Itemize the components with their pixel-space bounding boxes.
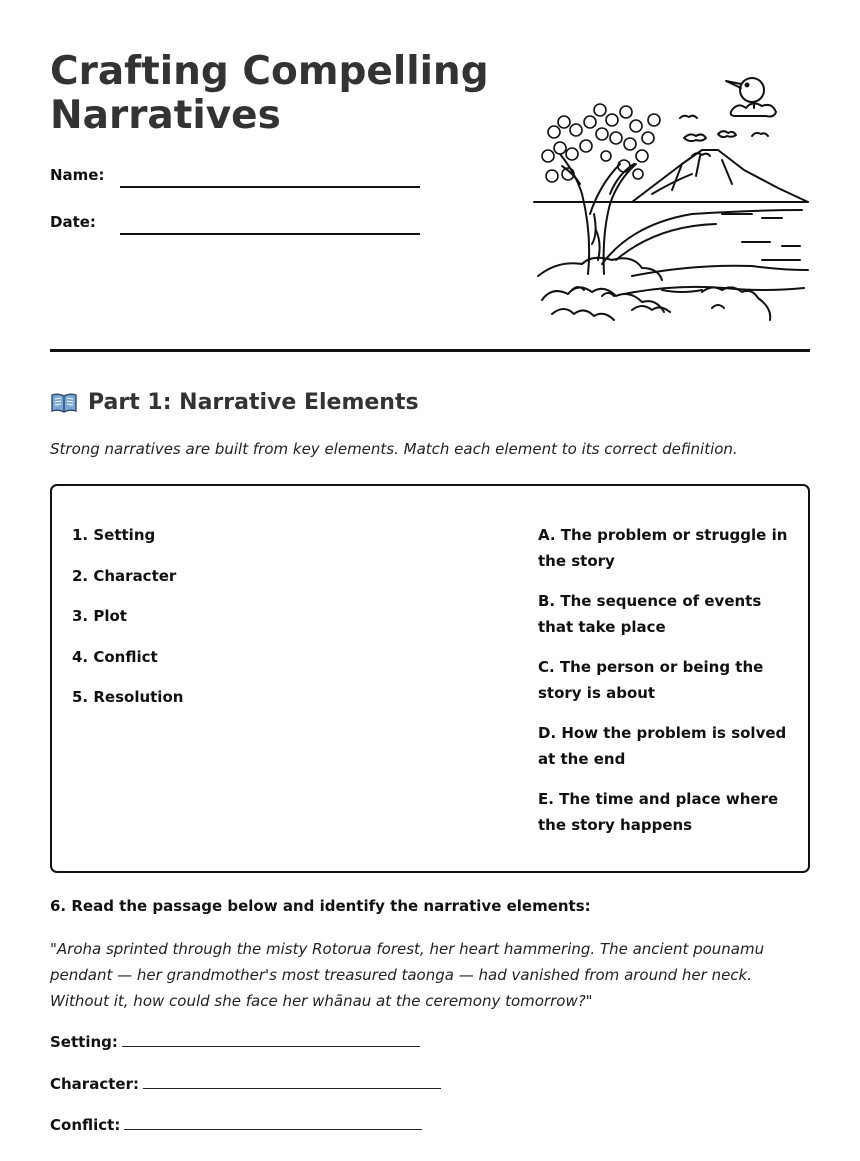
part1-heading-text: Part 1: Narrative Elements	[88, 390, 419, 415]
term-item: 2. Character	[72, 566, 177, 585]
term-item: 4. Conflict	[72, 647, 158, 666]
answer-setting-label: Setting:	[50, 1033, 118, 1051]
date-label: Date:	[50, 213, 96, 231]
answer-setting-line[interactable]	[122, 1030, 420, 1047]
answer-conflict-line[interactable]	[124, 1113, 422, 1130]
definition-item: E. The time and place where the story happens	[538, 790, 779, 834]
section-divider	[50, 349, 810, 352]
landscape-illustration	[532, 64, 812, 326]
passage-text: "Aroha sprinted through the misty Rotorua forest, her heart hammering. The ancient pounamu pendant — her grandmother's most treasured taonga — had vanished from around her neck. Without it, how could she face her whānau at the ceremony tomorrow?"	[50, 940, 765, 1010]
definitions-list	[538, 522, 798, 852]
name-label: Name:	[50, 166, 105, 184]
part1-heading	[50, 390, 419, 415]
name-line[interactable]	[120, 186, 420, 188]
matching-box	[50, 484, 810, 873]
answer-character[interactable]	[50, 1072, 441, 1093]
definition-item: C. The person or being the story is about	[538, 658, 764, 702]
terms-list	[72, 522, 183, 725]
definition-item: D. How the problem is solved at the end	[538, 724, 787, 768]
answer-character-line[interactable]	[143, 1072, 441, 1089]
open-book-icon	[50, 392, 78, 414]
term-item: 1. Setting	[72, 526, 156, 544]
question-6-prompt: 6. Read the passage below and identify the narrative elements:	[50, 897, 591, 915]
term-item: 3. Plot	[72, 607, 127, 625]
term-item: 5. Resolution	[72, 688, 184, 706]
answer-conflict[interactable]	[50, 1113, 422, 1134]
answer-character-label: Character:	[50, 1075, 139, 1093]
page-title: Crafting Compelling Narratives	[50, 49, 489, 138]
answer-conflict-label: Conflict:	[50, 1116, 121, 1134]
definition-item: B. The sequence of events that take place	[538, 592, 762, 636]
date-line[interactable]	[120, 233, 420, 235]
part1-intro: Strong narratives are built from key elements. Match each element to its correct definition.	[50, 440, 738, 458]
definition-item: A. The problem or struggle in the story	[538, 526, 788, 570]
answer-setting[interactable]	[50, 1030, 420, 1051]
